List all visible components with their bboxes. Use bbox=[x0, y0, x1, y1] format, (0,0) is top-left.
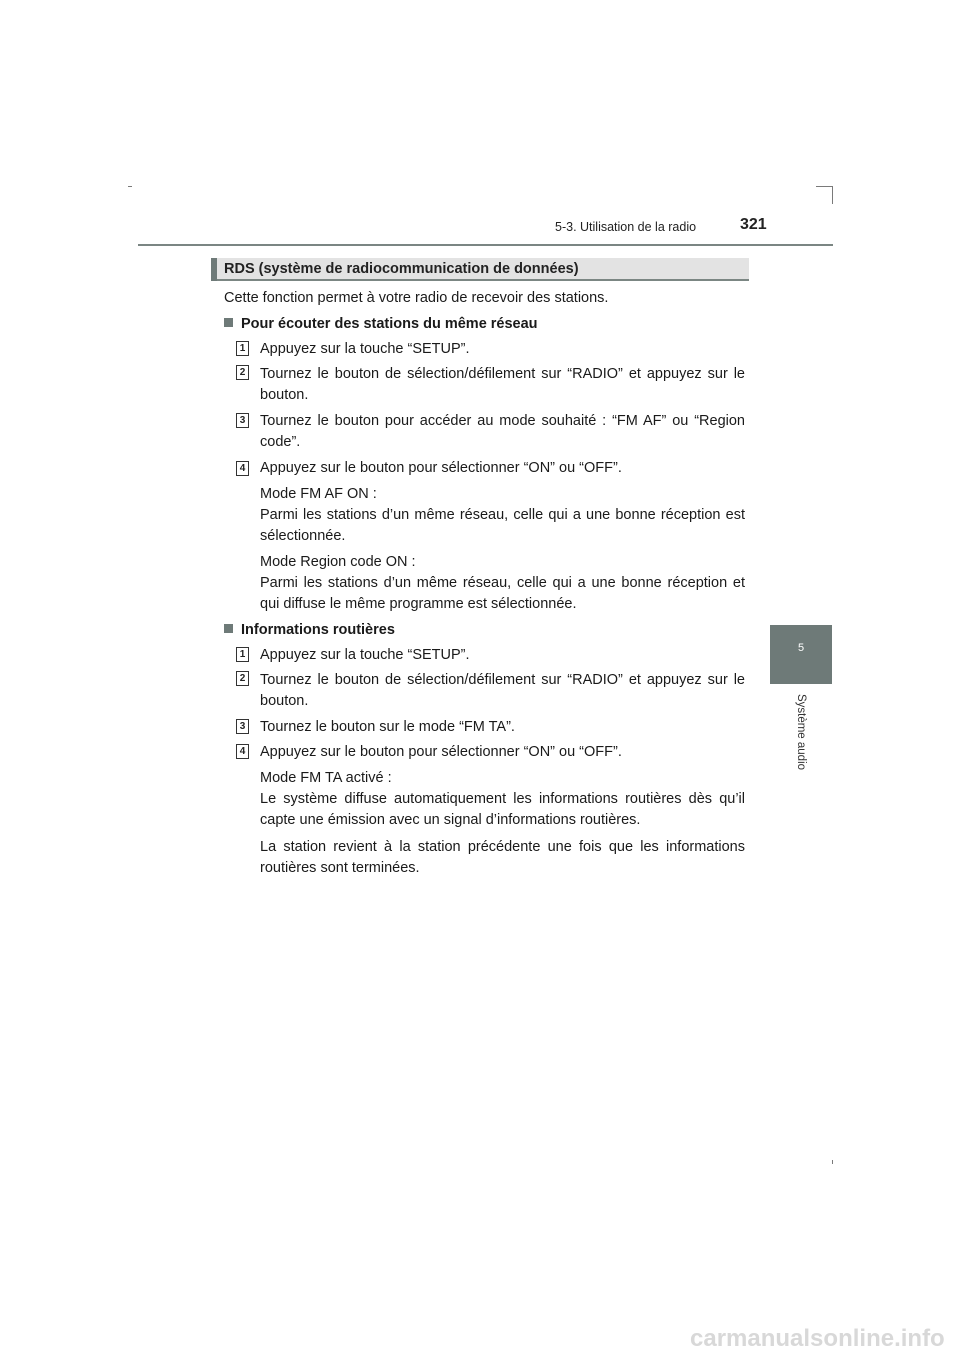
chapter-tab bbox=[770, 625, 832, 684]
step-text: Appuyez sur le bouton pour sélectionner “ON” ou “OFF”. bbox=[260, 744, 622, 760]
crop-mark-top-right-v bbox=[832, 186, 833, 204]
mode-note-label: Mode FM AF ON : bbox=[260, 486, 377, 502]
mode-note bbox=[260, 552, 745, 615]
chapter-label: Système audio bbox=[795, 693, 807, 771]
mode-note bbox=[260, 837, 745, 879]
step-text: Appuyez sur le bouton pour sélectionner “ON” ou “OFF”. bbox=[260, 460, 622, 476]
header-rule bbox=[138, 244, 833, 246]
crop-mark-bottom-right bbox=[832, 1160, 833, 1164]
mode-note-text: Parmi les stations d’un même réseau, celle qui a une bonne réception et qui diffuse le même programme est sélectionnée. bbox=[260, 575, 745, 612]
crop-mark-top-left bbox=[128, 186, 132, 187]
step-number-badge: 2 bbox=[236, 365, 249, 380]
subsection-heading: Informations routières bbox=[224, 620, 395, 641]
step-number-badge: 2 bbox=[236, 671, 249, 686]
square-bullet-icon bbox=[224, 318, 233, 327]
mode-note bbox=[260, 484, 745, 547]
mode-note-text: La station revient à la station précédente une fois que les informations routières sont terminées. bbox=[260, 839, 745, 876]
mode-note-text: Parmi les stations d’un même réseau, celle qui a une bonne réception est sélectionnée. bbox=[260, 507, 745, 544]
section-intro: Cette fonction permet à votre radio de recevoir des stations. bbox=[224, 290, 609, 306]
crop-mark-top-right-h bbox=[816, 186, 833, 187]
header-section-title: 5-3. Utilisation de la radio bbox=[555, 220, 697, 234]
square-bullet-icon bbox=[224, 624, 233, 633]
section-title: RDS (système de radiocommunication de données) bbox=[224, 261, 579, 277]
mode-note-label: Mode FM TA activé : bbox=[260, 770, 392, 786]
subsection-heading: Pour écouter des stations du même réseau bbox=[224, 314, 538, 335]
step-text: Appuyez sur la touche “SETUP”. bbox=[260, 341, 470, 357]
watermark: carmanualsonline.info bbox=[690, 1325, 945, 1352]
step-text: Appuyez sur la touche “SETUP”. bbox=[260, 647, 470, 663]
mode-note bbox=[260, 768, 745, 831]
mode-note-text: Le système diffuse automatiquement les informations routières dès qu’il capte une émission avec un signal d’informations routières. bbox=[260, 791, 745, 828]
step-text: Tournez le bouton pour accéder au mode souhaité : “FM AF” ou “Region code”. bbox=[260, 413, 745, 450]
step-number-badge: 1 bbox=[236, 647, 249, 662]
step-number-badge: 3 bbox=[236, 413, 249, 428]
chapter-number: 5 bbox=[797, 642, 805, 654]
step-number-badge: 4 bbox=[236, 744, 249, 759]
step-text: Tournez le bouton de sélection/défilement sur “RADIO” et appuyez sur le bouton. bbox=[260, 672, 745, 709]
step-text: Tournez le bouton de sélection/défilement sur “RADIO” et appuyez sur le bouton. bbox=[260, 366, 745, 403]
step-number-badge: 4 bbox=[236, 461, 249, 476]
step-number-badge: 3 bbox=[236, 719, 249, 734]
mode-note-label: Mode Region code ON : bbox=[260, 554, 416, 570]
page-number: 321 bbox=[740, 216, 767, 233]
step-text: Tournez le bouton sur le mode “FM TA”. bbox=[260, 719, 515, 735]
section-title-accent bbox=[211, 258, 217, 281]
step-number-badge: 1 bbox=[236, 341, 249, 356]
